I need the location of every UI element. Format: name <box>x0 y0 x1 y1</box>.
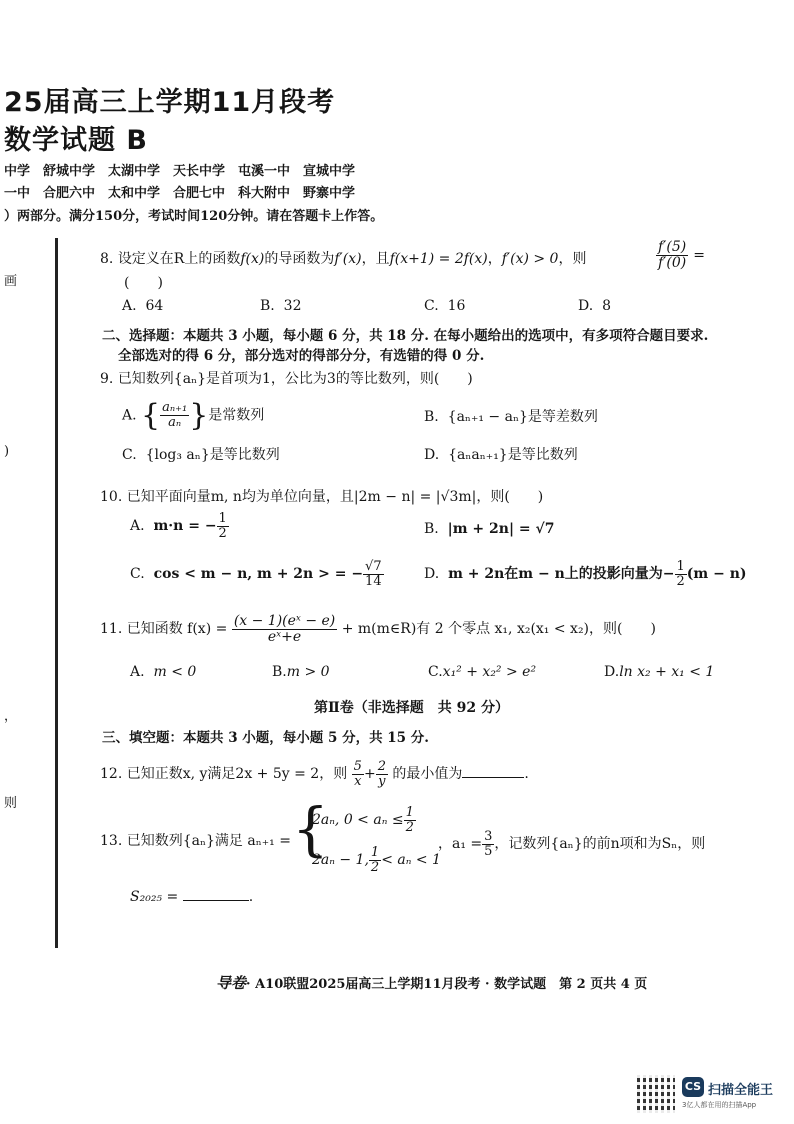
q9-option-c: C. {log₃ aₙ}是等比数列 <box>122 447 280 463</box>
answer-blank[interactable] <box>462 765 524 778</box>
q13-case-2: 2aₙ − 1, $\frac{1}{2}$ < aₙ < 1 <box>312 845 441 875</box>
question-13-rest: ，a₁ = $\frac{3}{5}$ ，记数列{aₙ}的前n项和为Sₙ，则 <box>438 829 706 859</box>
question-8: 8. 设定义在R上的函数f(x)的导函数为f′(x)，且f(x+1) = 2f(x)，f′(x) > 0，则 <box>100 251 587 267</box>
answer-blank[interactable] <box>183 888 249 901</box>
exam-title-line2: 数学试题 B <box>4 125 148 156</box>
exam-title-line1: 25届高三上学期11月段考 <box>4 87 336 118</box>
q10-option-d: D. m + 2n在m − n上的投影向量为− $\frac{1}{2}$ (m − n) <box>424 559 747 589</box>
question-number: 11. <box>100 621 123 638</box>
page-footer: 导卷· A10联盟2025届高三上学期11月段考 · 数学试题 第 2 页共 4 页 <box>216 974 648 992</box>
q8-option-b: B. 32 <box>260 298 302 314</box>
q8-option-a: A. 64 <box>122 298 164 314</box>
question-9: 9. 已知数列{aₙ}是首项为1，公比为3的等比数列，则( ) <box>100 371 473 387</box>
q9-option-d: D. {aₙaₙ₊₁}是等比数列 <box>424 447 578 463</box>
piecewise-brace: { <box>292 795 329 863</box>
q11-option-a: A. m < 0 <box>130 664 197 680</box>
question-10: 10. 已知平面向量m, n均为单位向量，且|2m − n| = |√3m|，则( ) <box>100 489 544 505</box>
question-number: 12. <box>100 766 123 783</box>
margin-mark: ， <box>4 709 18 724</box>
q8-option-d: D. 8 <box>578 298 612 314</box>
question-number: 9. <box>100 371 114 387</box>
part-2-title: 第Ⅱ卷（非选择题 共 92 分） <box>314 700 510 716</box>
section-2-instructions-line1: 二、选择题：本题共 3 小题，每小题 6 分，共 18 分. 在每小题给出的选项中，有多项符合题目要求. <box>102 328 709 344</box>
question-number: 10. <box>100 489 123 505</box>
question-12: 12. 已知正数x, y满足2x + 5y = 2，则 $\frac{5}{x}$ + $\frac{2}{y}$ 的最小值为 . <box>100 759 529 789</box>
q10-option-c: C. cos < m − n, m + 2n > = − $\frac{√7}{14}$ <box>130 559 382 589</box>
q11-option-d: D.ln x₂ + x₁ < 1 <box>604 664 715 680</box>
q8-option-c: C. 16 <box>424 298 466 314</box>
q11-option-c: C.x₁² + x₂² > e² <box>428 664 537 680</box>
question-11: 11. 已知函数 f(x) = $\frac{\text{(x − 1)(eˣ − e)}}{\text{eˣ+e}}$ + m(m∈R)有 2 个零点 x₁, x₂(x₁ < x₂)，则( ) <box>100 613 656 645</box>
schools-row-1: 中学 舒城中学 太湖中学 天长中学 屯溪一中 宣城中学 <box>4 164 356 179</box>
margin-mark: 画 <box>4 274 18 289</box>
camscanner-name: 扫描全能王 <box>708 1083 774 1098</box>
q13-case-1: 2aₙ, 0 < aₙ ≤ $\frac{1}{2}$ <box>312 805 414 835</box>
binding-line <box>55 238 58 948</box>
q10-option-a: A. m·n = − $\frac{1}{2}$ <box>130 511 227 541</box>
q9-option-a: A. { $\frac{\text{aₙ₊₁}}{\text{aₙ}}$ }是常数列 <box>122 398 265 433</box>
exam-note: ）两部分。满分150分，考试时间120分钟。请在答题卡上作答。 <box>4 209 384 224</box>
margin-mark: 则 <box>4 796 18 811</box>
margin-mark: ) <box>4 444 10 459</box>
q8-answer-paren: ( ) <box>124 275 163 291</box>
q9-option-b: B. {aₙ₊₁ − aₙ}是等差数列 <box>424 409 598 425</box>
q13-answer-line: S₂₀₂₅ = . <box>130 889 254 905</box>
brand-mark: 导卷 <box>216 974 247 992</box>
question-number: 8. <box>100 251 114 267</box>
camscanner-tagline: 3亿人都在用的扫描App <box>682 1101 757 1109</box>
question-number: 13. <box>100 833 123 849</box>
question-13-intro: 13. 已知数列{aₙ}满足 aₙ₊₁ = <box>100 833 291 849</box>
schools-row-2: 一中 合肥六中 太和中学 合肥七中 科大附中 野寨中学 <box>4 186 356 201</box>
camscanner-logo: CS <box>682 1077 704 1097</box>
q10-option-b: B. |m + 2n| = √7 <box>424 521 555 537</box>
section-3-instructions: 三、填空题：本题共 3 小题，每小题 5 分，共 15 分. <box>102 730 429 746</box>
section-2-instructions-line2: 全部选对的得 6 分，部分选对的得部分分，有选错的得 0 分. <box>118 348 485 364</box>
q8-ratio: $\frac{f'(5)}{f'(0)}$ = <box>658 239 706 271</box>
q11-option-b: B.m > 0 <box>272 664 330 680</box>
qr-code-pattern <box>637 1075 675 1113</box>
